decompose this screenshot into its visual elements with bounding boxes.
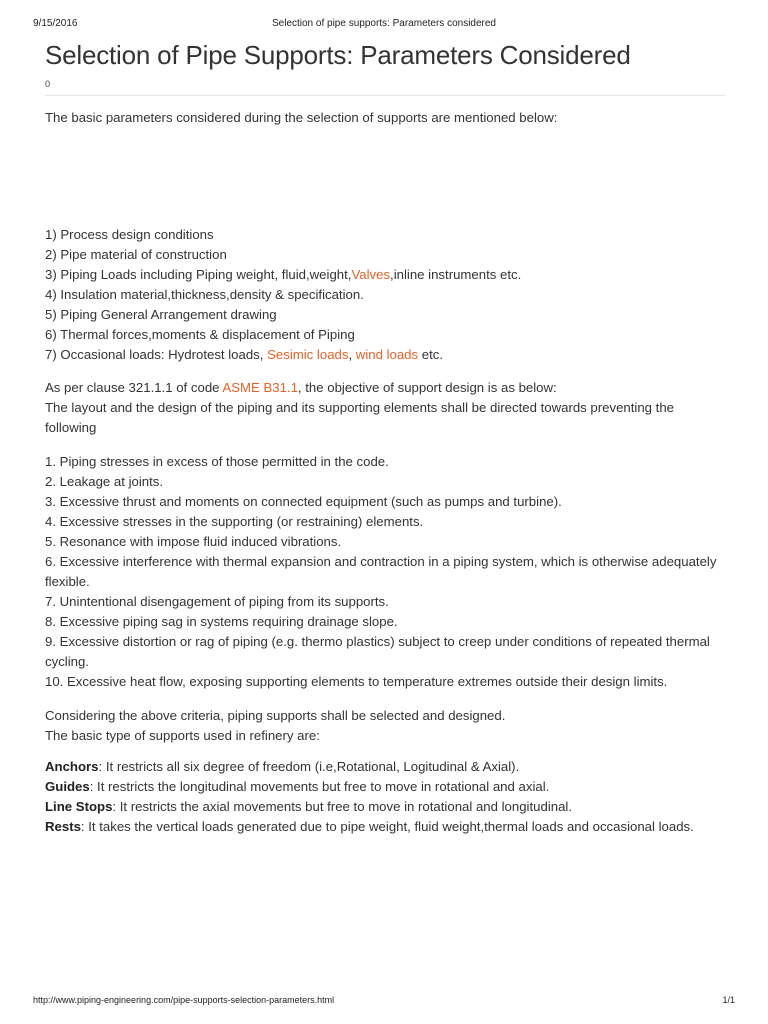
list-item: 2) Pipe material of construction [45,247,227,262]
support-type-rests [45,817,725,837]
list-item: 5) Piping General Arrangement drawing [45,307,277,322]
print-url[interactable]: http://www.piping-engineering.com/pipe-supports-selection-parameters.html [33,995,335,1005]
print-footer [33,995,735,1007]
list-item-text: 3) Piping Loads including Piping weight, fluid,weight, [45,267,352,282]
support-desc: : It restricts all six degree of freedom (i.e,Rotational, Logitudinal & Axial). [98,759,520,774]
clause-paragraph [45,378,725,438]
list-item: 8. Excessive piping sag in systems requiring drainage slope. [45,614,398,629]
valves-link[interactable]: Valves [351,267,391,282]
objectives-list [45,452,725,692]
list-item: 5. Resonance with impose fluid induced vibrations. [45,534,342,549]
title-divider [45,95,725,96]
list-item: 1. Piping stresses in excess of those permitted in the code. [45,454,389,469]
clause-text: As per clause 321.1.1 of code [45,380,223,395]
list-item [45,265,725,285]
asme-b31-1-link[interactable]: ASME B31.1 [222,380,298,395]
consider-line: The basic type of supports used in refinery are: [45,728,320,743]
support-term: Guides [45,779,90,794]
print-date: 9/15/2016 [33,18,78,29]
clause-line-2: The layout and the design of the piping and its supporting elements shall be directed towards preventing the following [45,400,675,435]
clause-text: , the objective of support design is as below: [297,380,557,395]
list-item [45,345,725,365]
list-item: 2. Leakage at joints. [45,474,164,489]
list-item-text: 7) Occasional loads: Hydrotest loads, [45,347,268,362]
print-page-title: Selection of pipe supports: Parameters considered [271,18,496,29]
support-type-anchors [45,757,725,777]
list-item: 9. Excessive distortion or rag of piping (e.g. thermo plastics) subject to creep under conditions of repeated thermal cycling. [45,634,710,669]
support-type-line-stops [45,797,725,817]
consider-line: Considering the above criteria, piping supports shall be selected and designed. [45,708,506,723]
list-item: 1) Process design conditions [45,227,214,242]
list-item: 4) Insulation material,thickness,density & specification. [45,287,364,302]
seismic-loads-link[interactable]: Sesimic loads [267,347,349,362]
list-item: 4. Excessive stresses in the supporting (or restraining) elements. [45,514,424,529]
list-item: 7. Unintentional disengagement of piping from its supports. [45,594,389,609]
print-header [33,18,735,30]
list-item-text: etc. [418,347,444,362]
comment-count[interactable]: 0 [45,79,51,89]
support-term: Anchors [45,759,99,774]
support-term: Rests [45,819,81,834]
image-placeholder [45,128,725,220]
intro-paragraph: The basic parameters considered during the selection of supports are mentioned below: [45,110,558,125]
consider-paragraph [45,706,725,746]
parameters-list [45,225,725,365]
support-type-guides [45,777,725,797]
support-desc: : It takes the vertical loads generated due to pipe weight, fluid weight,thermal loads and occasional loads. [80,819,694,834]
support-term: Line Stops [45,799,113,814]
list-item: 6. Excessive interference with thermal expansion and contraction in a piping system, which is otherwise adequately flexible. [45,554,717,589]
article [45,38,725,837]
list-item: 10. Excessive heat flow, exposing supporting elements to temperature extremes outside their design limits. [45,674,668,689]
wind-loads-link[interactable]: wind loads [355,347,419,362]
support-desc: : It restricts the longitudinal movements but free to move in rotational and axial. [89,779,550,794]
article-title: Selection of Pipe Supports: Parameters Considered [45,40,631,70]
support-desc: : It restricts the axial movements but free to move in rotational and longitudinal. [112,799,573,814]
list-item-text: , [348,347,356,362]
clause-line [45,378,725,398]
support-types [45,757,725,837]
list-item: 3. Excessive thrust and moments on connected equipment (such as pumps and turbine). [45,494,562,509]
list-item: 6) Thermal forces,moments & displacement of Piping [45,327,355,342]
list-item-text: ,inline instruments etc. [390,267,522,282]
page-counter: 1/1 [722,995,735,1005]
